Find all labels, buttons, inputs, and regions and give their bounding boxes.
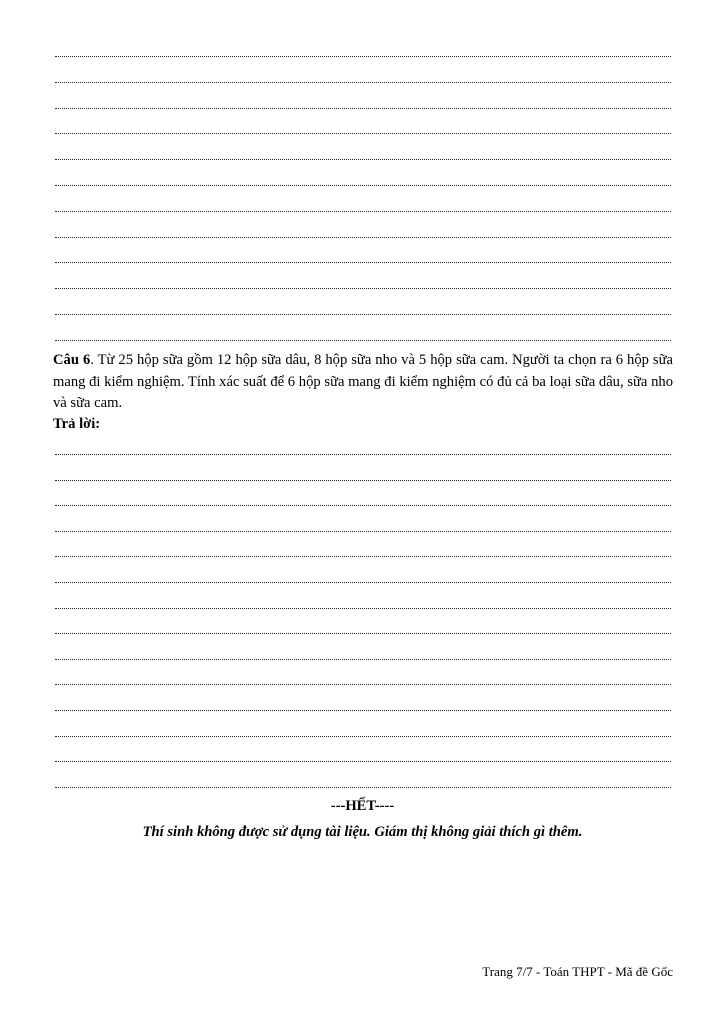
answer-line xyxy=(55,608,671,609)
question-label: Câu 6 xyxy=(53,352,91,368)
answer-line xyxy=(55,787,671,788)
question-text: . Từ 25 hộp sữa gồm 12 hộp sữa dâu, 8 hộp sữa nho và 5 hộp sữa cam. Người ta chọn ra 6 hộp sữa mang đi kiểm nghiệm. Tính xác suất để 6 hộp sữa mang đi kiểm nghiệm có đủ cả ba loại sữa dâu, sữa nho và sữa cam. xyxy=(53,352,674,411)
answer-line xyxy=(55,582,671,583)
answer-line xyxy=(55,314,671,315)
page-footer: Trang 7/7 - Toán THPT - Mã đề Gốc xyxy=(482,964,673,979)
answer-line xyxy=(55,684,671,685)
answer-line xyxy=(55,56,671,57)
answer-line xyxy=(55,710,671,711)
answer-line xyxy=(55,659,671,660)
answer-line xyxy=(55,237,671,238)
answer-line xyxy=(55,736,671,737)
answer-line xyxy=(55,262,671,263)
answer-line xyxy=(55,505,671,506)
answer-label: Trả lời: xyxy=(53,416,101,432)
exam-note: Thí sinh không được sử dụng tài liệu. Giám thị không giải thích gì thêm. xyxy=(142,824,583,840)
answer-line xyxy=(55,82,671,83)
answer-line xyxy=(55,159,671,160)
answer-line xyxy=(55,108,671,109)
answer-line xyxy=(55,211,671,212)
answer-line xyxy=(55,454,671,455)
answer-line xyxy=(55,556,671,557)
answer-line xyxy=(55,633,671,634)
answer-line xyxy=(55,761,671,762)
answer-line xyxy=(55,340,671,341)
question-6 xyxy=(53,350,673,415)
answer-line xyxy=(55,531,671,532)
answer-line xyxy=(55,185,671,186)
answer-line xyxy=(55,288,671,289)
answer-line xyxy=(55,480,671,481)
answer-line xyxy=(55,133,671,134)
end-mark: ---HẾT---- xyxy=(330,798,395,814)
